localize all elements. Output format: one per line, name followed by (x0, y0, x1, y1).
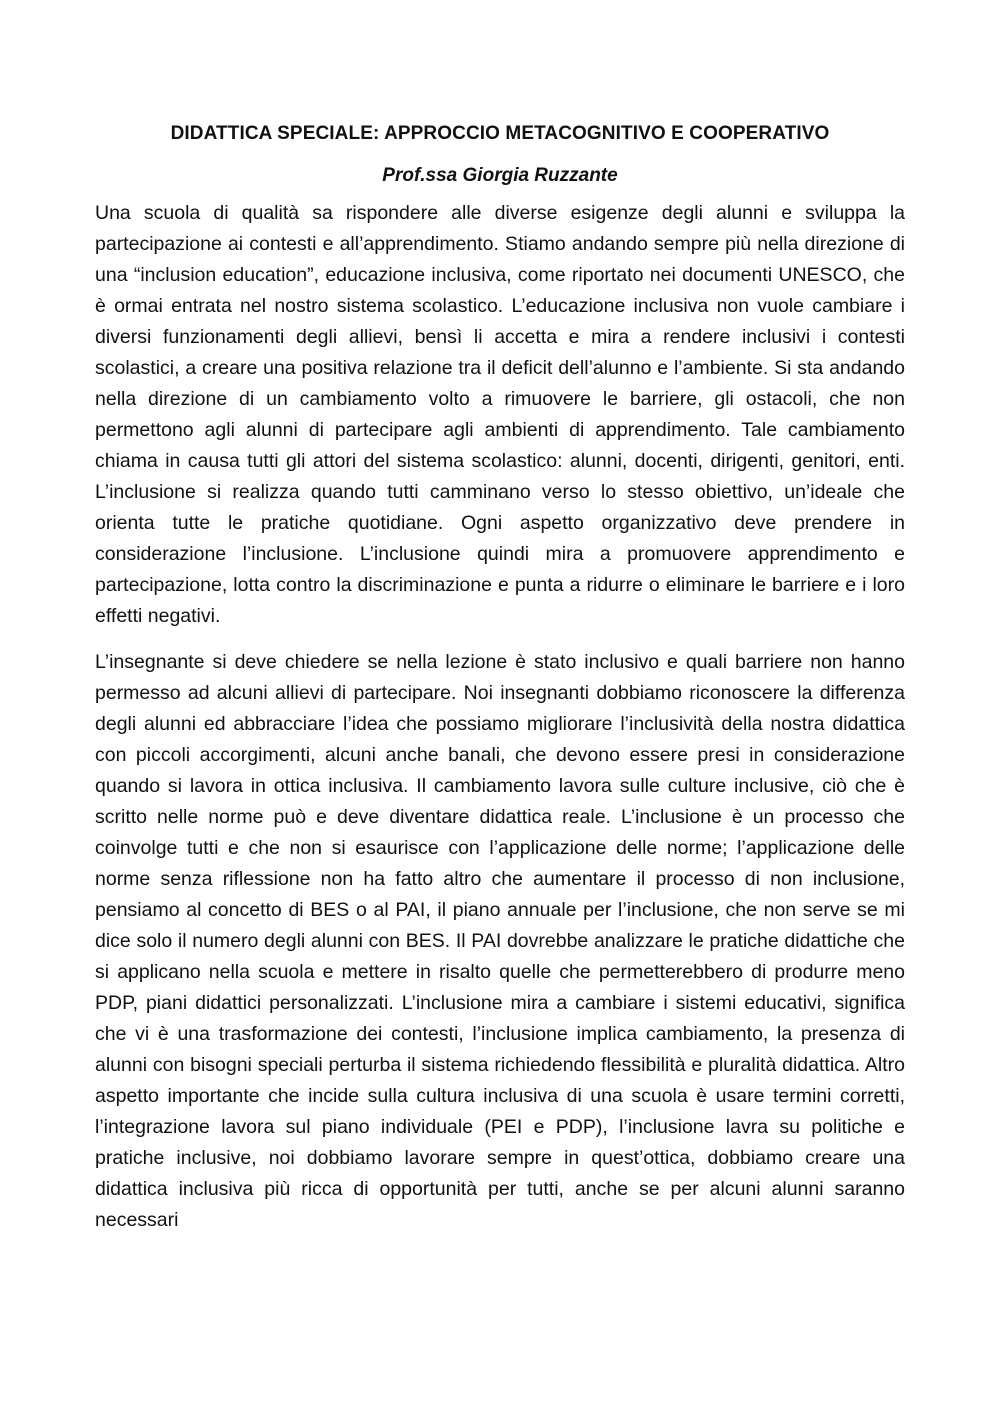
body-paragraph-2: L’insegnante si deve chiedere se nella lezione è stato inclusivo e quali barriere non hanno permesso ad alcuni allievi di partecipare. Noi insegnanti dobbiamo riconoscere la differenza degli alunni ed abbracciare l’idea che possiamo migliorare l’inclusività della nostra didattica con piccoli accorgimenti, alcuni anche banali, che devono essere presi in considerazione quando si lavora in ottica inclusiva. Il cambiamento lavora sulle culture inclusive, ciò che è scritto nelle norme può e deve diventare didattica reale. L’inclusione è un processo che coinvolge tutti e che non si esaurisce con l’applicazione delle norme; l’applicazione delle norme senza riflessione non ha fatto altro che aumentare il processo di non inclusione, pensiamo al concetto di BES o al PAI, il piano annuale per l’inclusione, che non serve se mi dice solo il numero degli alunni con BES. Il PAI dovrebbe analizzare le pratiche didattiche che si applicano nella scuola e mettere in risalto quelle che permetterebbero di produrre meno PDP, piani didattici personalizzati. L’inclusione mira a cambiare i sistemi educativi, significa che vi è una trasformazione dei contesti, l’inclusione implica cambiamento, la presenza di alunni con bisogni speciali perturba il sistema richiedendo flessibilità e pluralità didattica. Altro aspetto importante che incide sulla cultura inclusiva di una scuola è usare termini corretti, l’integrazione lavora sul piano individuale (PEI e PDP), l’inclusione lavra su politiche e pratiche inclusive, noi dobbiamo lavorare sempre in quest’ottica, dobbiamo creare una didattica inclusiva più ricca di opportunità per tutti, anche se per alcuni alunni saranno necessari (95, 651, 905, 1231)
document-author: Prof.ssa Giorgia Ruzzante (382, 165, 618, 186)
document-title: DIDATTICA SPECIALE: APPROCCIO METACOGNITIVO E COOPERATIVO (170, 123, 830, 144)
body-paragraph-1: Una scuola di qualità sa rispondere alle diverse esigenze degli alunni e sviluppa la partecipazione ai contesti e all’apprendimento. Stiamo andando sempre più nella direzione di una “inclusion education”, educazione inclusiva, come riportato nei documenti UNESCO, che è ormai entrata nel nostro sistema scolastico. L’educazione inclusiva non vuole cambiare i diversi funzionamenti degli allievi, bensì li accetta e mira a rendere inclusivi i contesti scolastici, a creare una positiva relazione tra il deficit dell’alunno e l’ambiente. Si sta andando nella direzione di un cambiamento volto a rimuovere le barriere, gli ostacoli, che non permettono agli alunni di partecipare agli ambienti di apprendimento. Tale cambiamento chiama in causa tutti gli attori del sistema scolastico: alunni, docenti, dirigenti, genitori, enti. L’inclusione si realizza quando tutti camminano verso lo stesso obiettivo, un’ideale che orienta tutte le pratiche quotidiane. Ogni aspetto organizzativo deve prendere in considerazione l’inclusione. L’inclusione quindi mira a promuovere apprendimento e partecipazione, lotta contro la discriminazione e punta a ridurre o eliminare le barriere e i loro effetti negativi. (95, 202, 905, 627)
